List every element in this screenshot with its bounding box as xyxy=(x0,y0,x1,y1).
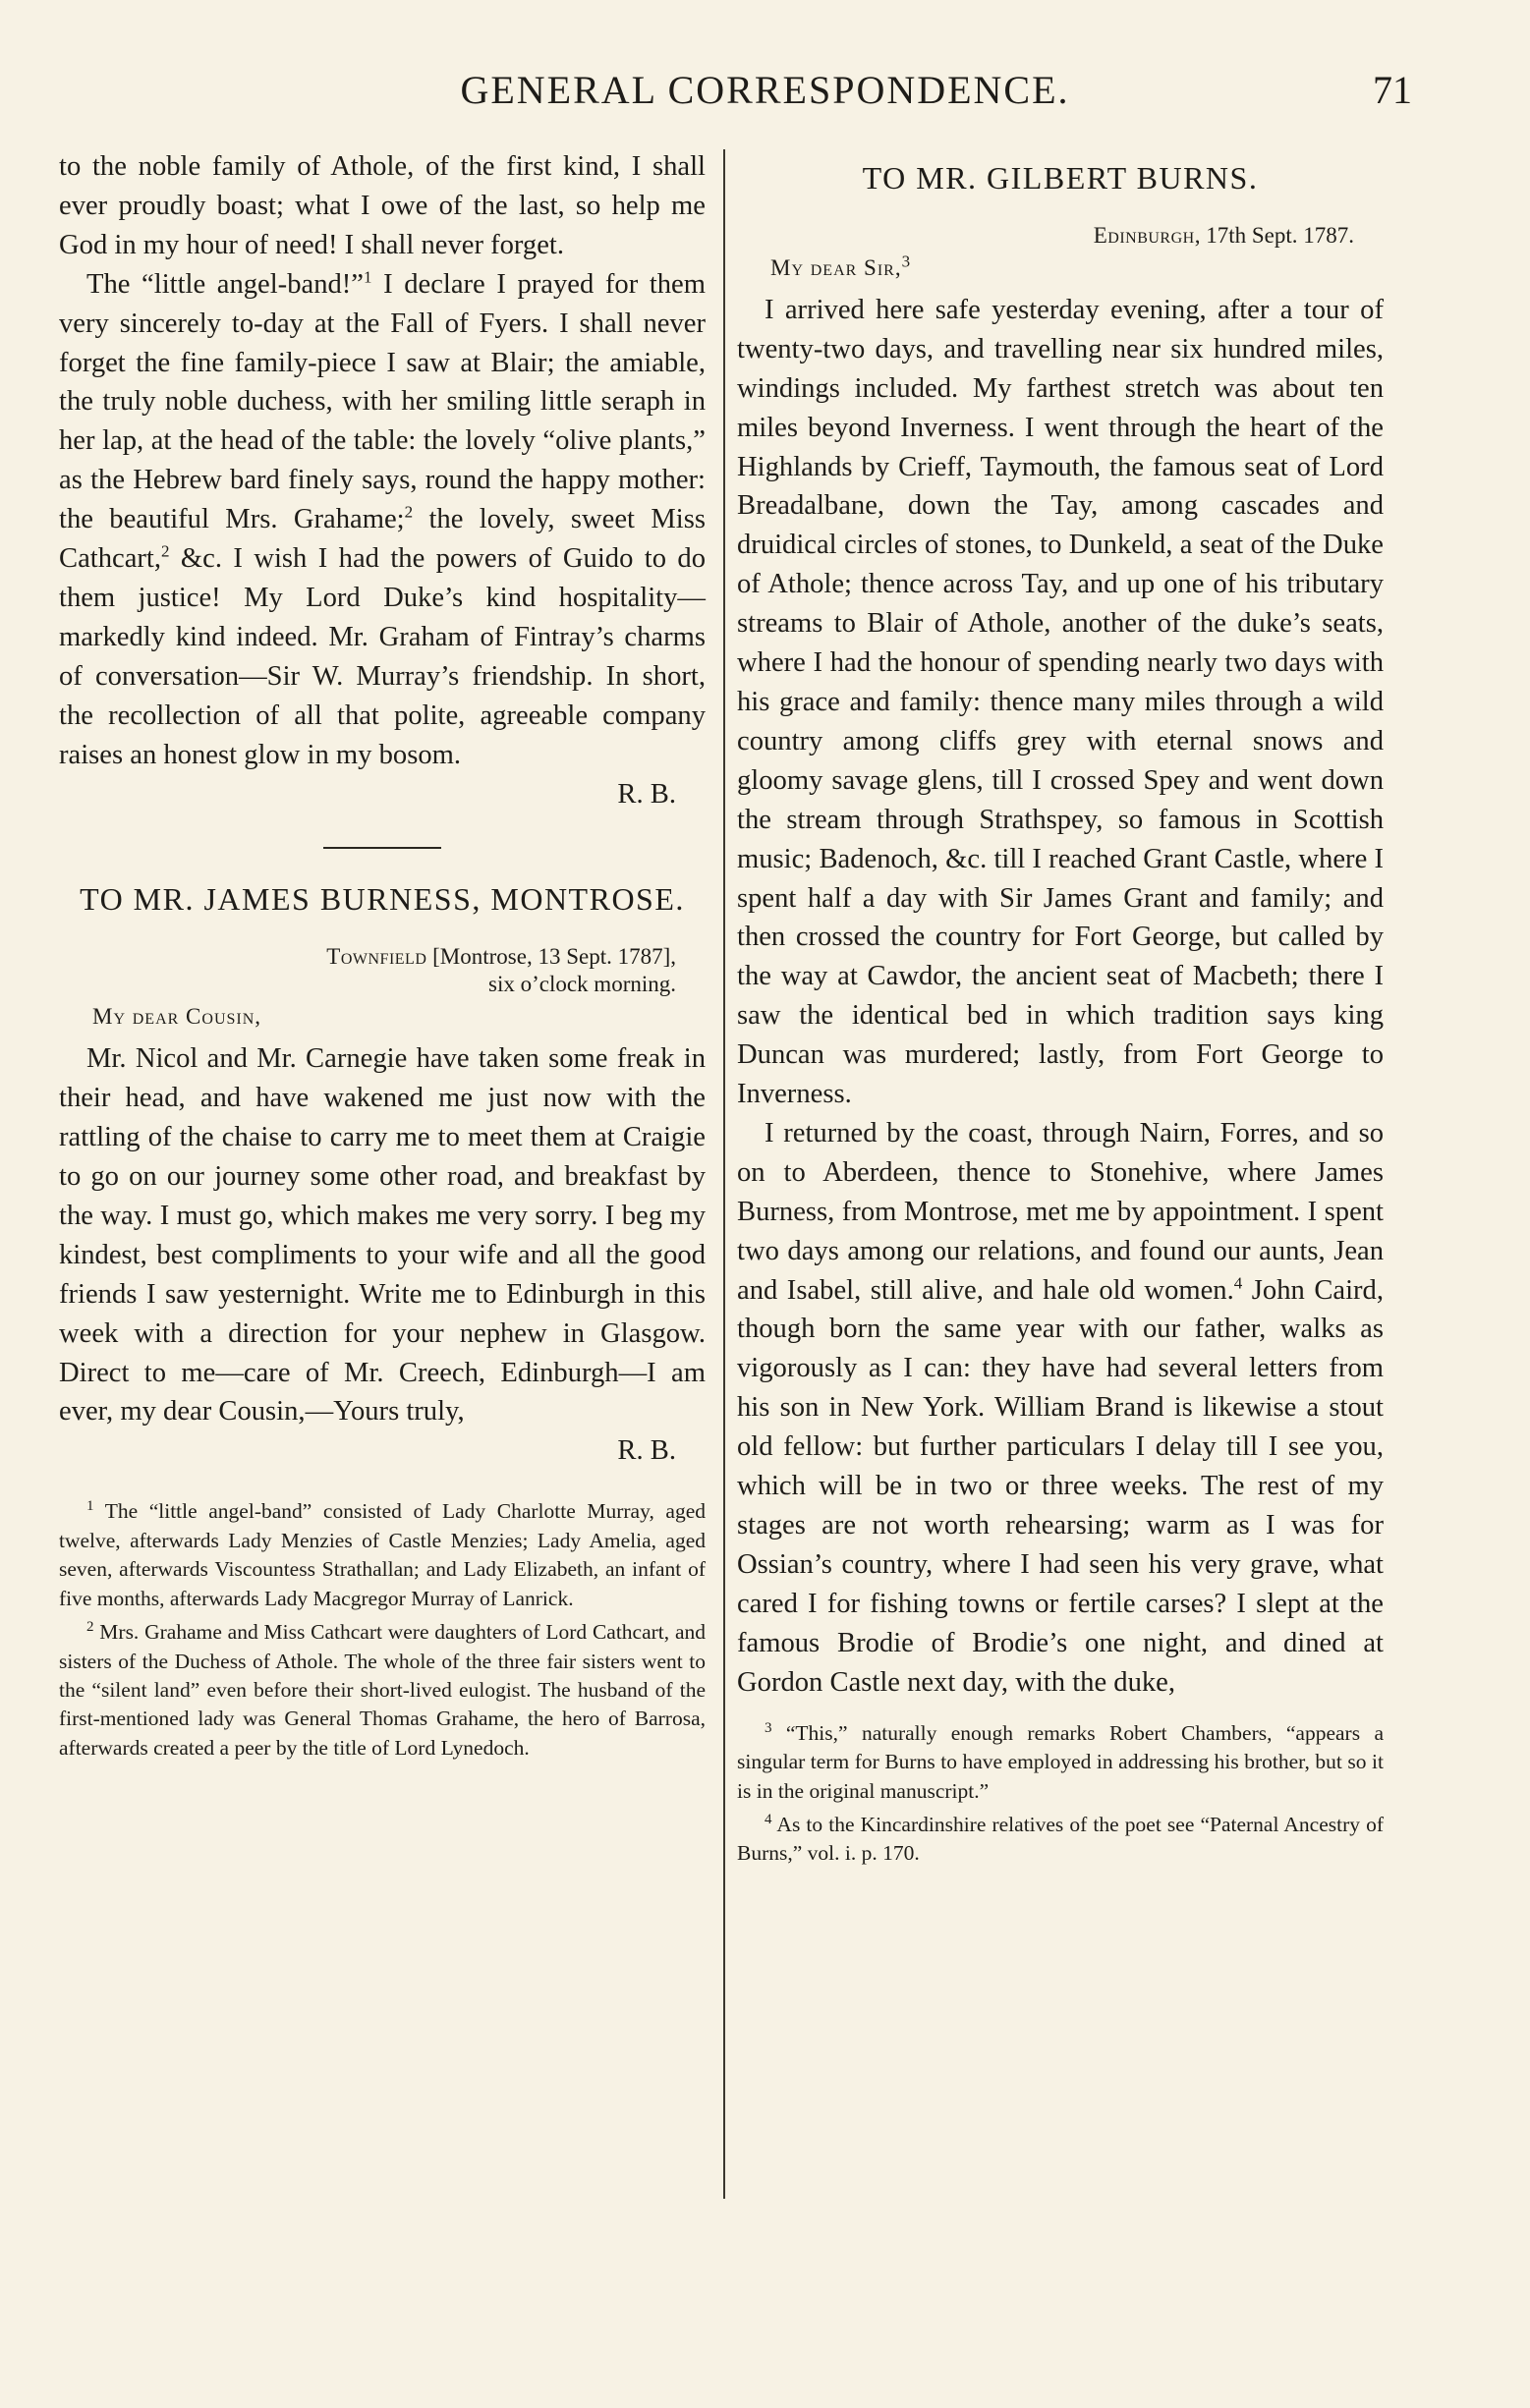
left-column xyxy=(59,147,706,1763)
continued-paragraph xyxy=(59,147,706,265)
continued-text: to the noble family of Athole, of the first kind, I shall ever proudly boast; what I owe of the last, so help me God in my hour of need! I shall never forget. xyxy=(59,151,706,260)
right-column xyxy=(737,147,1384,1869)
column-divider xyxy=(723,149,725,2199)
letter-body: I arrived here safe yesterday evening, after a tour of twenty-two days, and travelling near six hundred miles, windings included. My farthest stretch was about ten miles beyond Inverness. I went through the heart of the Highlands by Crieff, Taymouth, the famous seat of Lord Breadalbane, down the Tay, among cascades and druidical circles of stones, to Dunkeld, a seat of the Duke of Athole; thence across Tay, and up one of his tributary streams to Blair of Athole, another of the duke’s seats, where I had the honour of spending nearly two days with his grace and family: thence many miles through a wild country among cliffs grey with eternal snows and gloomy savage glens, till I crossed Spey and went down the stream through Strathspey, so famous in Scottish music; Badenoch, &c. till I reached Grant Castle, where I spent half a day with Sir James Grant and family; and then crossed the country for Fort George, but called by the way at Cawdor, the ancient seat of Macbeth; there I saw the identical bed in which tradition says king Duncan was murdered; lastly, from Fort George to Inverness. xyxy=(737,294,1384,1110)
footnote-marker: 4 xyxy=(1233,1273,1243,1293)
footnote-1 xyxy=(59,1492,706,1613)
footnote-number: 3 xyxy=(765,1719,772,1736)
letter-time: six o’clock morning. xyxy=(488,972,676,997)
footnote-text: Mrs. Grahame and Miss Cathcart were daughters of Lord Cathcart, and sisters of the Duchess of Athole. The whole of the three fair sisters went to the “silent land” even before their short-lived eulogist. The husband of the first-mentioned lady was General Thomas Grahame, the hero of Barrosa, afterwards created a peer by the title of Lord Lynedoch. xyxy=(59,1620,706,1760)
footnotes xyxy=(737,1714,1384,1869)
place-name: Edinburgh xyxy=(1093,222,1195,248)
footnote-number: 4 xyxy=(765,1811,772,1827)
letter-place-date xyxy=(59,943,706,971)
salutation: My dear Cousin, xyxy=(92,1004,262,1030)
footnote-marker: 2 xyxy=(161,541,170,561)
letter-body: Mr. Nicol and Mr. Carnegie have taken some freak in their head, and have wakened me just now with the rattling of the chaise to carry me to meet them at Craigie to go on our journey some other road, and breakfast by the way. I must go, which makes me very sorry. I beg my kindest, best compliments to your wife and all the good friends I saw yesternight. Write me to Edinburgh in this week with a direction for your nephew in Glasgow. Direct to me—care of Mr. Creech, Edinburgh—I am ever, my dear Cousin,—Yours truly, xyxy=(59,1043,706,1428)
paragraph-text: I returned by the coast, through Nairn, Forres, and so on to Aberdeen, thence to Stonehive, where James Burness, from Montrose, met me by appointment. I spent two days among our relations, and found our aunts, Jean and Isabel, still alive, and hale old women. xyxy=(737,1117,1384,1306)
footnote-marker: 1 xyxy=(364,267,372,287)
footnote-3 xyxy=(737,1714,1384,1806)
footnote-4 xyxy=(737,1806,1384,1869)
footnote-text: As to the Kincardinshire relatives of the poet see “Paternal Ancestry of Burns,” vol. i. p. 170. xyxy=(737,1813,1384,1866)
signature: R. B. xyxy=(617,1435,676,1467)
running-header xyxy=(59,67,1471,136)
footnote-number: 2 xyxy=(86,1619,94,1636)
letter-title: TO MR. GILBERT BURNS. xyxy=(862,160,1259,196)
section-separator xyxy=(323,847,441,849)
paragraph-text: &c. I wish I had the powers of Guido to do them justice! My Lord Duke’s kind hospitality—markedly kind indeed. Mr. Graham of Fintray’s charms of conversation—Sir W. Murray’s friendship. In short, the recollection of all that polite, agreeable company raises an honest glow in my bosom. xyxy=(59,543,706,770)
footnote-text: “This,” naturally enough remarks Robert Chambers, “appears a singular term for Burns to have employed in addressing his brother, but so it is in the original manuscript.” xyxy=(737,1720,1384,1803)
paragraph-text: The “little angel-band!” xyxy=(86,268,364,300)
footnote-text: The “little angel-band” consisted of Lady Charlotte Murray, aged twelve, afterwards Lady Menzies of Castle Menzies; Lady Amelia, aged seven, afterwards Viscountess Strathallan; and Lady Elizabeth, an infant of five months, afterwards Lady Macgregor Murray of Lanrick. xyxy=(59,1499,706,1610)
running-title: GENERAL CORRESPONDENCE. xyxy=(460,68,1070,112)
letter-place-date xyxy=(737,222,1384,250)
footnote-marker: 2 xyxy=(404,502,414,522)
paragraph-text: John Caird, though born the same year with our father, walks as vigorously as I can: they have had several letters from his son in New York. William Brand is likewise a stout old fellow: but further particulars I delay till I see you, which will be in two or three weeks. The rest of my stages are not worth rehearsing; warm as I was for Ossian’s country, where I had seen his very grave, what cared I for fishing towns or fertile carses? I slept at the famous Brodie of Brodie’s one night, and dined at Gordon Castle next day, with the duke, xyxy=(737,1274,1385,1698)
place-date: [Montrose, 13 Sept. 1787], xyxy=(426,944,676,970)
angel-band-paragraph xyxy=(59,265,706,775)
page-number: 71 xyxy=(1373,68,1412,112)
letter-title: TO MR. JAMES BURNESS, MONTROSE. xyxy=(80,881,685,918)
footnote-marker: 3 xyxy=(901,252,911,271)
signature: R. B. xyxy=(617,778,676,810)
footnote-2 xyxy=(59,1613,706,1763)
footnotes xyxy=(59,1492,706,1763)
paragraph-text: the lovely, sweet Miss Cathcart, xyxy=(59,504,706,575)
salutation-text: My dear Sir, xyxy=(770,254,902,280)
place-name: Townfield xyxy=(326,944,427,970)
salutation xyxy=(770,253,1384,283)
place-date: , 17th Sept. 1787. xyxy=(1194,222,1354,248)
paragraph-text: I declare I prayed for them very sincerely to-day at the Fall of Fyers. I shall never forget the fine family-piece I saw at Blair; the amiable, the truly noble duchess, with her smiling little seraph in her lap, at the head of the table: the lovely “olive plants,” as the Hebrew bard finely says, round the happy mother: the beautiful Mrs. Grahame; xyxy=(59,268,706,535)
footnote-number: 1 xyxy=(86,1498,94,1515)
letter-body xyxy=(737,1114,1384,1703)
